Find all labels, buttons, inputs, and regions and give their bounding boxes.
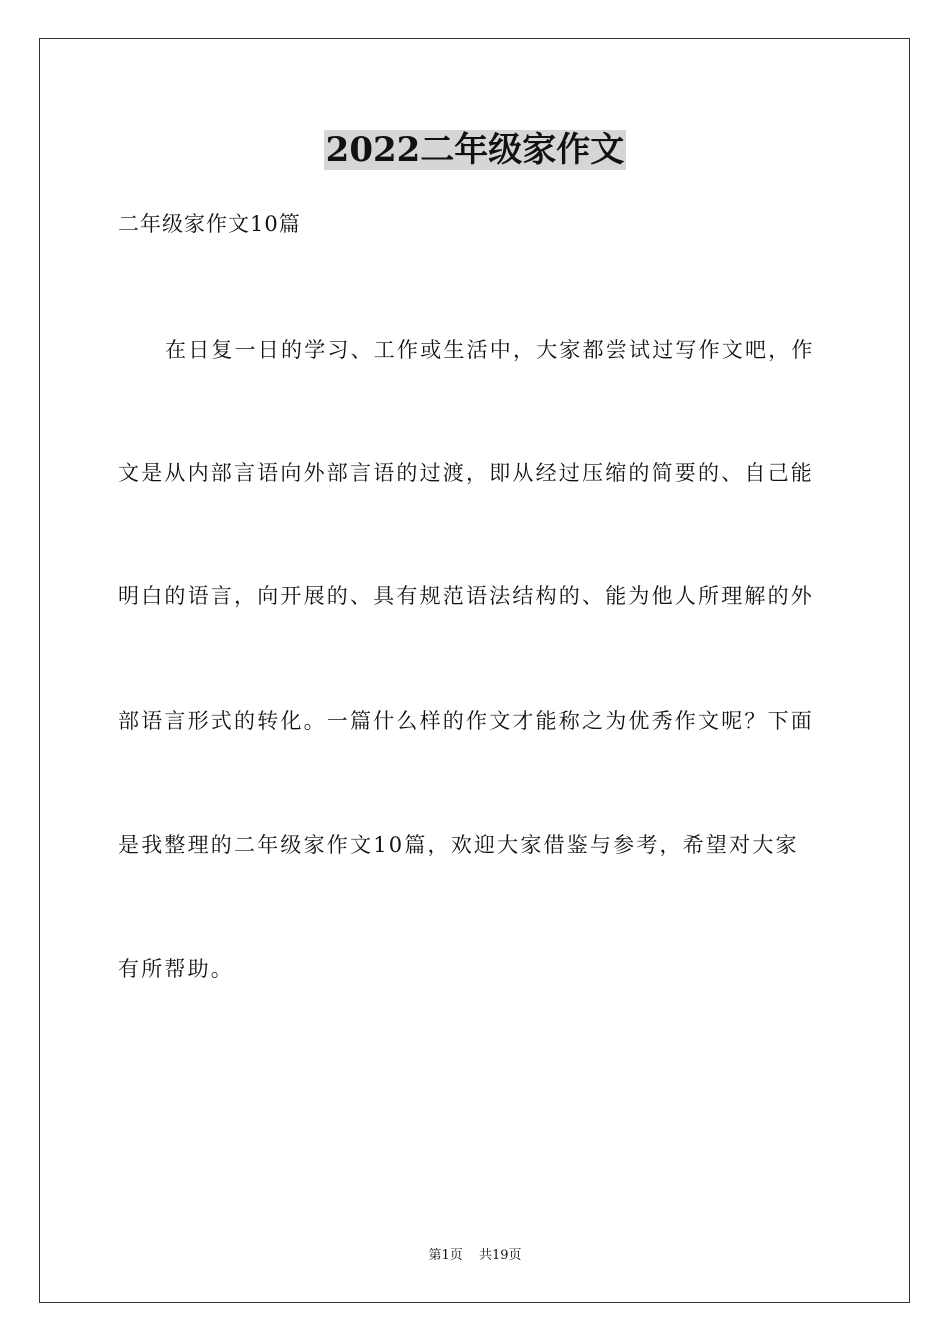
document-title-text: 2022二年级家作文: [325, 130, 625, 170]
paragraph-line-6: 有所帮助。: [118, 957, 234, 981]
paragraph-line-5: 是我整理的二年级家作文10篇，欢迎大家借鉴与参考，希望对大家: [118, 833, 799, 857]
document-title: [0, 126, 950, 174]
paragraph-line-1: 在日复一日的学习、工作或生活中，大家都尝试过写作文吧，作: [165, 338, 815, 362]
page-total: 共19页: [478, 1248, 522, 1263]
page-number: 第1页: [428, 1248, 463, 1263]
paragraph-line-4: 部语言形式的转化。一篇什么样的作文才能称之为优秀作文呢？下面: [118, 709, 814, 733]
paragraph-line-3: 明白的语言，向开展的、具有规范语法结构的、能为他人所理解的外: [118, 584, 814, 608]
paragraph-line-2: 文是从内部言语向外部言语的过渡，即从经过压缩的简要的、自己能: [118, 461, 814, 485]
document-subtitle: 二年级家作文10篇: [118, 212, 301, 236]
page-footer: [0, 1246, 950, 1266]
